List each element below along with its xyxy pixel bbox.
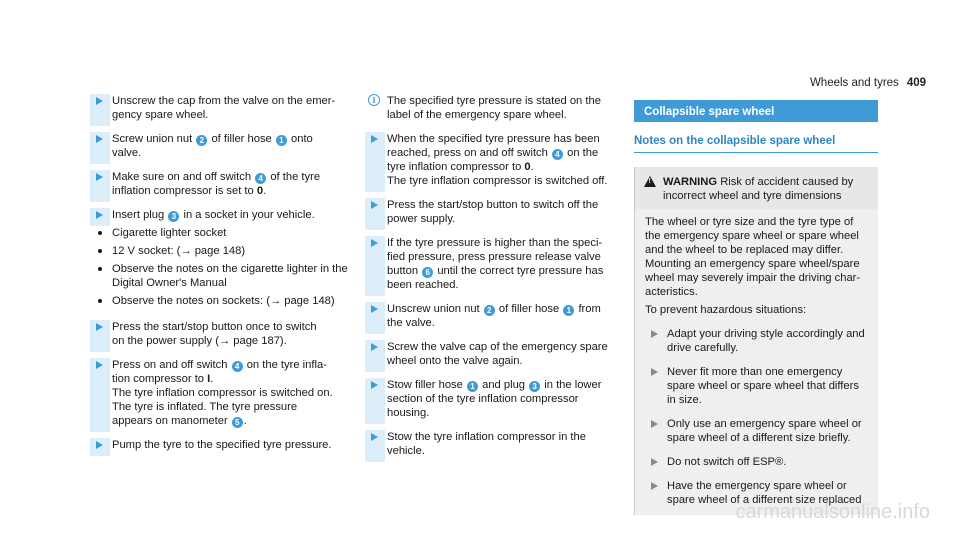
step-insert-plug: Insert plug 3 in a socket in your vehicle. [90, 208, 350, 222]
step-stow-hose: Stow filler hose 1 and plug 3 in the lower section of the tyre inflation compressor housing. [365, 378, 620, 420]
callout-number: 1 [276, 135, 287, 146]
callout-number: 1 [563, 305, 574, 316]
warning-paragraph: The wheel or tyre size and the tyre type of the emergency spare wheel or spare wheel and the wheel to be replaced may differ. Mounting an emergency spare wheel/spare wheel may severely impair the driving char- acteristics. [645, 216, 861, 298]
step-press-start-stop: Press the start/stop button once to switch on the power supply (→ page 187). [90, 320, 350, 348]
info-note: i The specified tyre pressure is stated on the label of the emergency spare wheel. [365, 94, 620, 122]
column-right [634, 100, 878, 515]
step-arrow-icon [96, 323, 103, 331]
step-arrow-icon [651, 458, 658, 466]
step-screw-union-nut: Screw union nut 2 of filler hose 1 onto valve. [90, 132, 350, 160]
step-arrow-icon [371, 239, 378, 247]
callout-number: 4 [255, 173, 266, 184]
callout-number: 1 [467, 381, 478, 392]
info-icon: i [368, 94, 380, 106]
callout-number: 2 [196, 135, 207, 146]
callout-number: 6 [422, 267, 433, 278]
warning-label: WARNING [663, 176, 718, 188]
step-arrow-icon [651, 368, 658, 376]
step-arrow-icon [371, 135, 378, 143]
callout-number: 3 [529, 381, 540, 392]
step-switch-off-compressor: When the specified tyre pressure has been reached, press on and off switch 4 on the tyre inflation compressor to 0. The tyre inflation compressor is switched off. [365, 132, 620, 188]
step-power-off: Press the start/stop button to switch off the power supply. [365, 198, 620, 226]
step-arrow-icon [371, 433, 378, 441]
section-subheading: Notes on the collapsible spare wheel [634, 134, 878, 153]
warning-body [635, 209, 878, 515]
warning-step: Have the emergency spare wheel or spare wheel of a different size replaced [645, 479, 868, 507]
step-arrow-icon [96, 361, 103, 369]
warning-prevent-text: To prevent hazardous situations: [645, 304, 807, 316]
step-arrow-icon [651, 420, 658, 428]
section-title: Wheels and tyres [809, 77, 899, 89]
step-pump-tyre: Pump the tyre to the specified tyre pressure. [90, 438, 350, 452]
callout-number: 4 [232, 361, 243, 372]
step-arrow-icon [96, 135, 103, 143]
callout-number: 2 [484, 305, 495, 316]
list-item: Observe the notes on the cigarette lighter in the Digital Owner's Manual [90, 262, 350, 290]
column-left [90, 94, 350, 452]
step-arrow-icon [371, 343, 378, 351]
watermark: carmanualsonline.info [735, 501, 930, 523]
step-arrow-icon [96, 173, 103, 181]
warning-step: Never fit more than one emergency spare wheel or spare wheel that differs in size. [645, 365, 868, 407]
step-stow-compressor: Stow the tyre inflation compressor in the vehicle. [365, 430, 620, 458]
step-unscrew-union-nut: Unscrew union nut 2 of filler hose 1 from the valve. [365, 302, 620, 330]
step-arrow-icon [96, 211, 103, 219]
warning-step: Only use an emergency spare wheel or spare wheel of a different size briefly. [645, 417, 868, 445]
step-release-pressure: If the tyre pressure is higher than the speci- fied pressure, press pressure release valve button 6 until the correct tyre pressure has been reached. [365, 236, 620, 292]
step-arrow-icon [96, 441, 103, 449]
list-item: Observe the notes on sockets: (→ page 148) [90, 294, 350, 308]
list-item: 12 V socket: (→ page 148) [90, 244, 350, 258]
step-arrow-icon [651, 482, 658, 490]
step-arrow-icon [371, 381, 378, 389]
step-arrow-icon [651, 330, 658, 338]
step-arrow-icon [371, 201, 378, 209]
column-middle [365, 94, 620, 458]
step-arrow-icon [371, 305, 378, 313]
step-unscrew-cap: Unscrew the cap from the valve on the emer- gency spare wheel. [90, 94, 350, 122]
warning-step: Adapt your driving style accordingly and drive carefully. [645, 327, 868, 355]
warning-triangle-icon [644, 176, 656, 187]
step-arrow-icon [96, 97, 103, 105]
page-number: 409 [906, 77, 926, 89]
section-banner: Collapsible spare wheel [634, 100, 878, 122]
list-item: Cigarette lighter socket [90, 226, 350, 240]
step-press-switch-on: Press on and off switch 4 on the tyre infla- tion compressor to I. The tyre inflation compressor is switched on. The tyre is inflated. The tyre pressure appears on manometer 5 . [90, 358, 350, 428]
step-screw-valve-cap: Screw the valve cap of the emergency spare wheel onto the valve again. [365, 340, 620, 368]
step-check-switch: Make sure on and off switch 4 of the tyre inflation compressor is set to 0. [90, 170, 350, 198]
warning-box [634, 167, 878, 515]
callout-number: 4 [552, 149, 563, 160]
callout-number: 3 [168, 211, 179, 222]
warning-step: Do not switch off ESP®. [645, 455, 868, 469]
page-header [810, 76, 926, 90]
callout-number: 5 [232, 417, 243, 428]
warning-header: ! WARNING Risk of accident caused by incorrect wheel and tyre dimensions [635, 167, 878, 209]
